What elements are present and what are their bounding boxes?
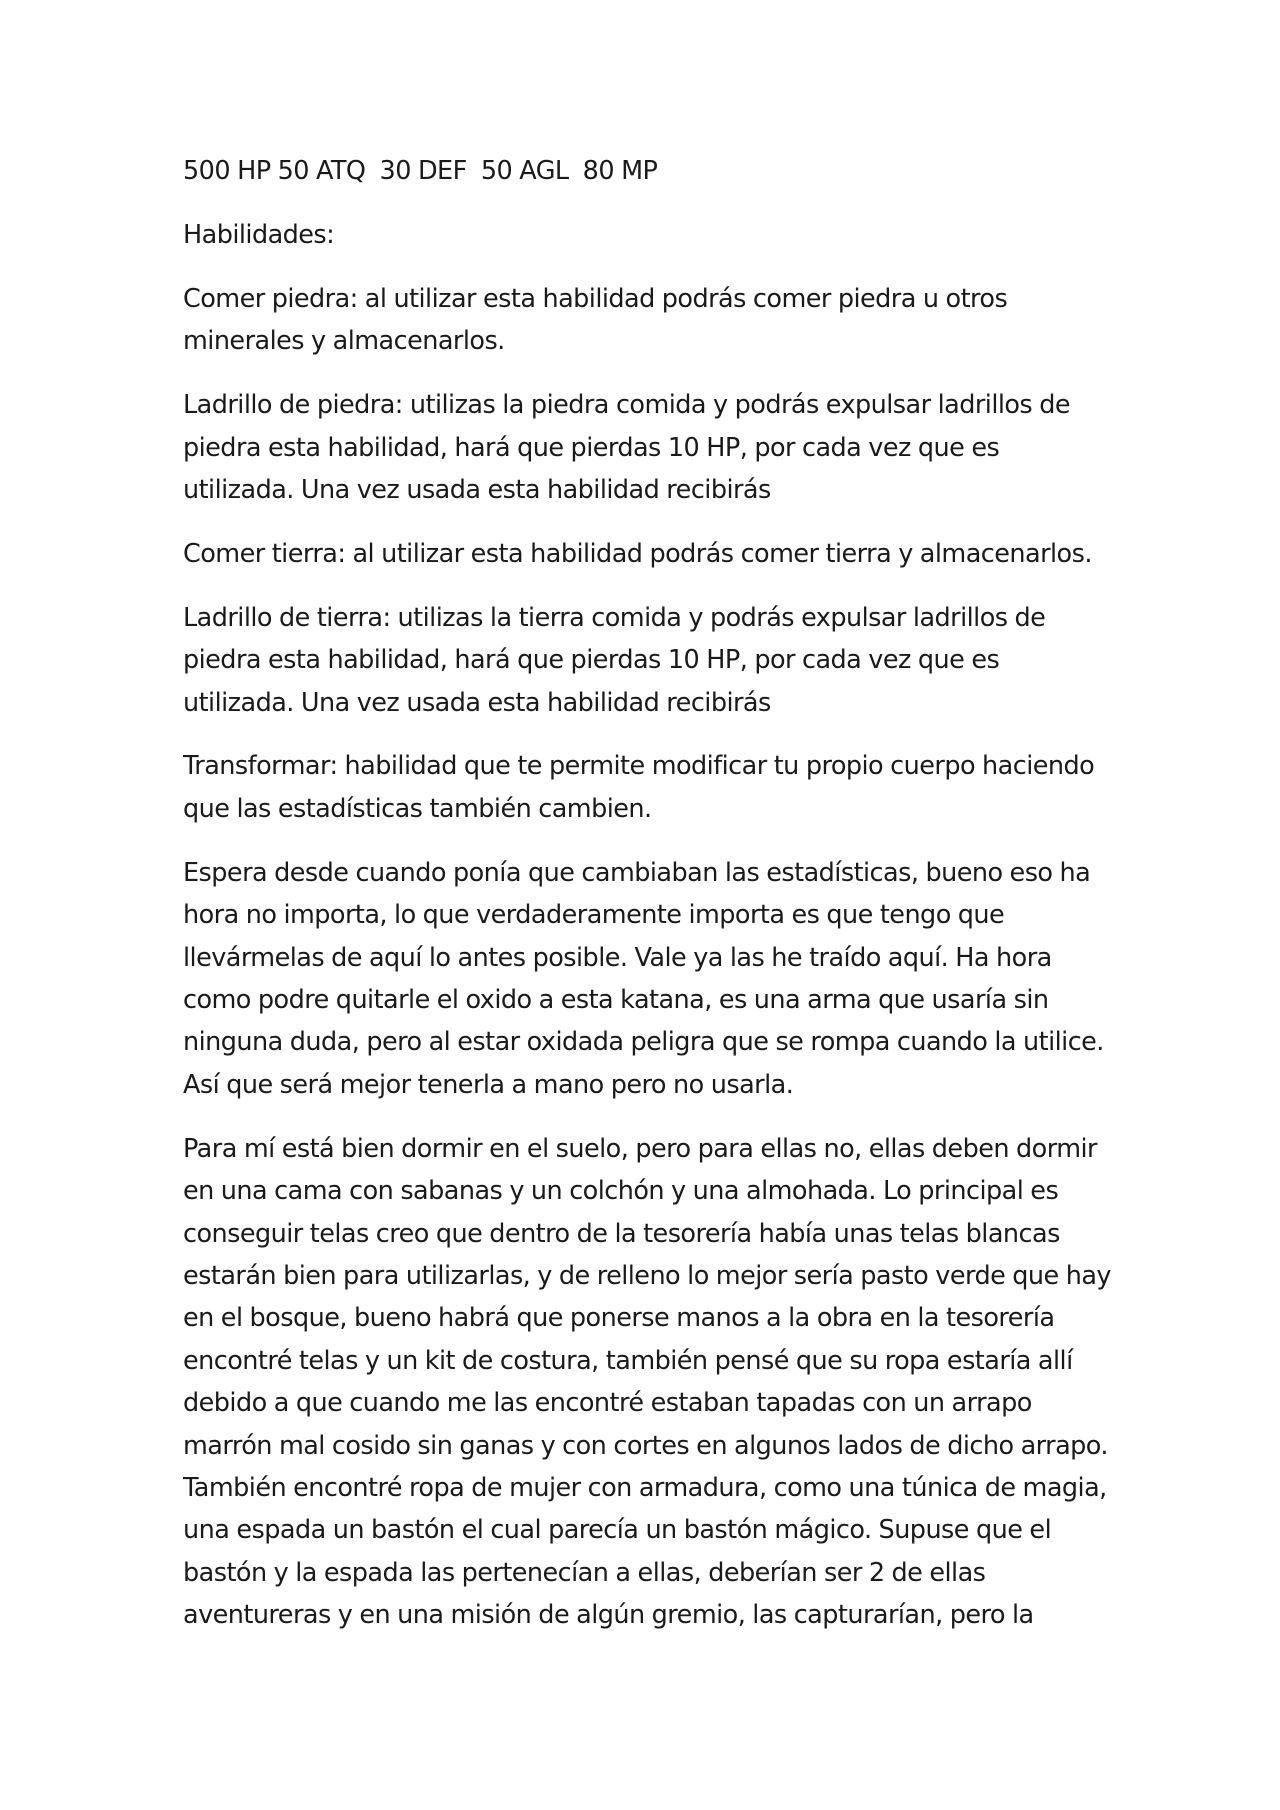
- skill-ladrillo-de-tierra: Ladrillo de tierra: utilizas la tierra comida y podrás expulsar ladrillos de piedra esta habilidad, hará que pierdas 10 HP, por cada vez que es utilizada. Una vez usada esta habilidad recibirás: [183, 602, 1046, 718]
- skill-comer-tierra: Comer tierra: al utilizar esta habilidad podrás comer tierra y almacenarlos.: [183, 538, 1092, 569]
- narrative-paragraph: Espera desde cuando ponía que cambiaban las estadísticas, bueno eso ha hora no importa, lo que verdaderamente importa es que tengo que llevármelas de aquí lo antes posible. Vale ya las he traído aquí. Ha hora como podre quitarle el oxido a esta katana, es una arma que usaría sin ninguna duda, pero al estar oxidada peligra que se rompa cuando la utilice. Así que será mejor tenerla a mano pero no usarla.: [183, 857, 1104, 1100]
- skill-transformar: Transformar: habilidad que te permite modificar tu propio cuerpo haciendo que las estadísticas también cambien.: [183, 751, 1095, 824]
- stats-line: 500 HP 50 ATQ 30 DEF 50 AGL 80 MP: [183, 156, 658, 186]
- narrative-paragraph: Para mí está bien dormir en el suelo, pero para ellas no, ellas deben dormir en una cama con sabanas y un colchón y una almohada. Lo principal es conseguir telas creo que dentro de la tesorería había unas telas blancas estarán bien para utilizarlas, y de relleno lo mejor sería pasto verde que hay en el bosque, bueno habrá que ponerse manos a la obra en la tesorería encontré telas y un kit de costura, también pensé que su ropa estaría allí debido a que cuando me las encontré estaban tapadas con un arrapo marrón mal cosido sin ganas y con cortes en algunos lados de dicho arrapo. También encontré ropa de mujer con armadura, como una túnica de magia, una espada un bastón el cual parecía un bastón mágico. Supuse que el bastón y la espada las pertenecían a ellas, deberían ser 2 de ellas aventureras y en una misión de algún gremio, las capturarían, pero la: [183, 1133, 1111, 1631]
- skill-comer-piedra: Comer piedra: al utilizar esta habilidad podrás comer piedra u otros minerales y almacenarlos.: [183, 283, 1008, 357]
- skill-ladrillo-de-piedra: Ladrillo de piedra: utilizas la piedra comida y podrás expulsar ladrillos de piedra esta habilidad, hará que pierdas 10 HP, por cada vez que es utilizada. Una vez usada esta habilidad recibirás: [183, 390, 1070, 505]
- document-body: [183, 150, 1113, 1658]
- skills-heading: Habilidades:: [183, 219, 335, 250]
